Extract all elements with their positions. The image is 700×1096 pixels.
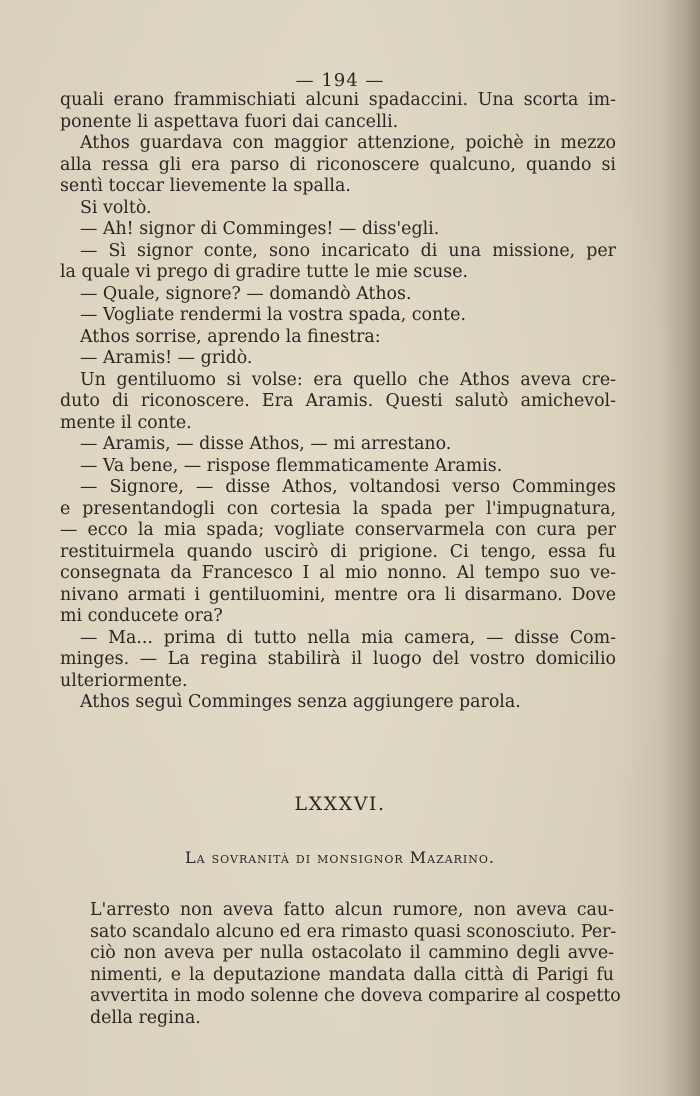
text-line: nivano armati i gentiluomini, mentre ora li disarmano. Dove: [60, 584, 616, 605]
text-line: — Vogliate rendermi la vostra spada, conte.: [80, 305, 466, 325]
text-line: della regina.: [90, 1007, 201, 1028]
text-line: mente il conte.: [60, 412, 192, 433]
text-line: — Ah! signor di Comminges! — diss'egli.: [80, 219, 440, 239]
text-line: e presentandogli con cortesia la spada per l'impugnatura,: [60, 498, 616, 519]
text-line: — Aramis! — gridò.: [80, 348, 253, 368]
body-text: [60, 90, 616, 714]
chapter-text: [90, 900, 621, 1029]
text-line: sato scandalo alcuno ed era rimasto quasi sconosciuto. Per-: [90, 921, 617, 942]
chapter-title: La sovranità di monsignor Mazarino.: [184, 848, 496, 867]
text-line: Si voltò.: [80, 197, 152, 218]
text-line: — Ma... prima di tutto nella mia camera, — disse Com-: [80, 627, 616, 648]
text-line: restituirmela quando uscirò di prigione. Ci tengo, essa fu: [60, 541, 616, 562]
text-line: alla ressa gli era parso di riconoscere qualcuno, quando si: [60, 154, 616, 175]
text-line: nimenti, e la deputazione mandata dalla città di Parigi fu: [90, 964, 614, 985]
text-line: Un gentiluomo si volse: era quello che Athos aveva cre-: [80, 369, 616, 390]
text-line: — ecco la mia spada; vogliate conservarmela con cura per: [60, 520, 616, 540]
text-line: — Sì signor conte, sono incaricato di una missione, per: [80, 240, 616, 261]
text-line: ulteriormente.: [60, 670, 188, 691]
text-line: duto di riconoscere. Era Aramis. Questi salutò amichevol-: [60, 391, 616, 411]
text-line: Athos seguì Comminges senza aggiungere parola.: [80, 692, 521, 712]
chapter-number: LXXXVI.: [294, 793, 386, 815]
page-number: — 194 —: [295, 70, 385, 91]
text-line: la quale vi prego di gradire tutte le mie scuse.: [60, 262, 469, 282]
text-line: avvertita in modo solenne che doveva comparire al cospetto: [90, 986, 621, 1006]
text-line: sentì toccar lievemente la spalla.: [60, 176, 351, 196]
text-line: — Signore, — disse Athos, voltandosi verso Comminges: [80, 477, 616, 497]
text-line: minges. — La regina stabilirà il luogo del vostro domicilio: [60, 649, 616, 669]
text-line: consegnata da Francesco I al mio nonno. Al tempo suo ve-: [60, 563, 616, 583]
text-line: quali erano frammischiati alcuni spadaccini. Una scorta im-: [60, 90, 616, 110]
text-line: — Quale, signore? — domandò Athos.: [80, 283, 412, 304]
text-line: L'arresto non aveva fatto alcun rumore, non aveva cau-: [90, 900, 614, 920]
page-edge-shadow: [660, 0, 700, 1096]
text-line: — Va bene, — rispose flemmaticamente Aramis.: [80, 455, 503, 476]
text-line: — Aramis, — disse Athos, — mi arrestano.: [80, 434, 452, 454]
text-line: ponente li aspettava fuori dai cancelli.: [60, 111, 399, 132]
text-line: Athos guardava con maggior attenzione, poichè in mezzo: [80, 133, 616, 153]
text-line: Athos sorrise, aprendo la finestra:: [80, 326, 381, 347]
text-line: ciò non aveva per nulla ostacolato il cammino degli avve-: [90, 943, 614, 963]
text-line: mi conducete ora?: [60, 606, 223, 626]
